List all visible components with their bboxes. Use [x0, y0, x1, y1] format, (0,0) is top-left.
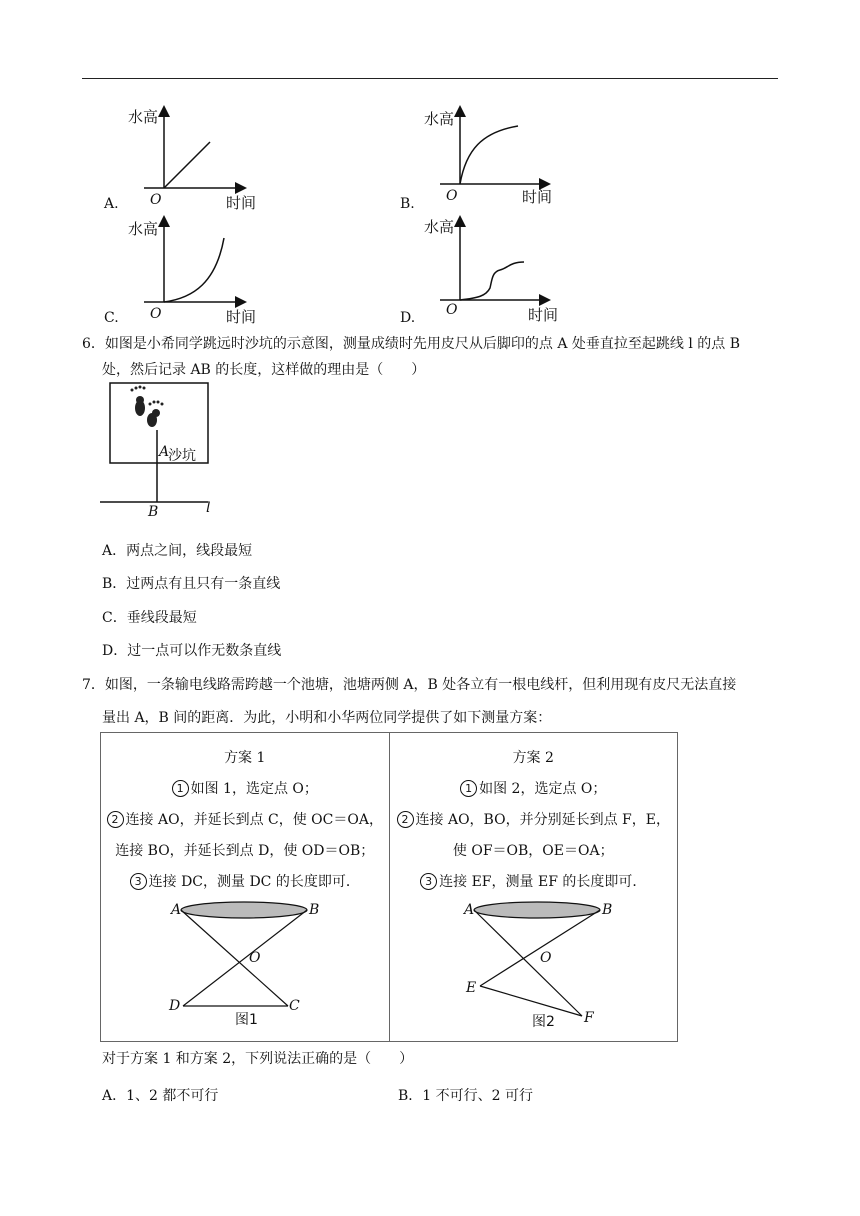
q7-prompt: 对于方案 1 和方案 2，下列说法正确的是（ ） — [102, 1051, 414, 1067]
svg-text:O: O — [249, 950, 261, 966]
plan2-step3: 连接 EF，测量 EF 的长度即可． — [439, 874, 647, 890]
svg-text:O: O — [446, 302, 458, 318]
svg-text:D: D — [169, 998, 181, 1014]
sand-pit-label: 沙坑 — [168, 448, 196, 464]
fig1-caption: 图1 — [235, 1012, 258, 1028]
plan1-title: 方案 1 — [224, 750, 266, 766]
plan2-step2a: 连接 AO，BO，并分别延长到点 F，E， — [415, 812, 670, 828]
q6-figure — [100, 378, 220, 518]
point-a-label: A — [159, 444, 170, 460]
plan2-step2b: 使 OF＝OB，OE＝OA； — [452, 843, 614, 859]
svg-text:E: E — [465, 980, 476, 996]
option-d-label: D. — [400, 310, 416, 326]
graph-b — [420, 100, 570, 212]
plan1-step1: 如图 1，选定点 O； — [190, 781, 318, 797]
point-b-label: B — [148, 504, 159, 518]
svg-text:C: C — [289, 998, 300, 1014]
plan1-cell: 方案 1 1 如图 1，选定点 O； 2 连接 AO，并延长到点 C，使 OC＝OA， 连接 BO，并延长到点 D，使 OD＝OB； 3 连接 DC，测量 DC 的长度即可． A B O D C 图1 — [101, 733, 390, 1042]
plan2-step1: 如图 2，选定点 O； — [479, 781, 607, 797]
plan1-step2a: 连接 AO，并延长到点 C，使 OC＝OA， — [125, 812, 383, 828]
plan2-cell: 方案 2 1 如图 2，选定点 O； 2 连接 AO，BO，并分别延长到点 F，E， 使 OF＝OB，OE＝OA； 3 连接 EF，测量 EF 的长度即可． A B O E F 图2 — [389, 733, 678, 1042]
plan1-step3: 连接 DC，测量 DC 的长度即可． — [148, 874, 360, 890]
q7-line2: 量出 A，B 间的距离．为此，小明和小华两位同学提供了如下测量方案： — [102, 710, 552, 726]
q6-line2: 处，然后记录 AB 的长度，这样做的理由是（ ） — [102, 362, 426, 378]
svg-text:O: O — [446, 188, 458, 204]
graph-c — [124, 210, 274, 324]
q6-choice-d[interactable]: D．过一点可以作无数条直线 — [102, 643, 282, 659]
svg-text:O: O — [539, 950, 551, 966]
q6-choice-c[interactable]: C．垂线段最短 — [102, 610, 197, 626]
graph-a-curve — [164, 142, 210, 188]
q7-choice-b[interactable]: B．1 不可行、2 可行 — [398, 1088, 534, 1104]
svg-text:B: B — [601, 902, 612, 918]
svg-text:O: O — [150, 192, 162, 208]
option-a-label: A. — [104, 196, 119, 212]
graph-a — [124, 100, 274, 212]
graph-a-xlabel: 时间 — [226, 194, 257, 212]
graph-b-curve — [460, 126, 518, 184]
graph-c-xlabel: 时间 — [226, 308, 257, 324]
q7-choice-a[interactable]: A．1、2 都不可行 — [102, 1088, 219, 1104]
graph-b-ylabel: 水高 — [424, 110, 455, 128]
q6-choice-a[interactable]: A．两点之间，线段最短 — [102, 543, 253, 559]
plan2-figure — [390, 898, 678, 1028]
option-c-label: C. — [104, 310, 119, 326]
plan1-figure — [101, 898, 389, 1028]
plan1-step2b: 连接 BO，并延长到点 D，使 OD＝OB； — [115, 843, 375, 859]
graph-d-curve — [460, 262, 524, 300]
line-l-label: l — [206, 500, 211, 516]
svg-text:F: F — [583, 1010, 594, 1026]
graph-c-ylabel: 水高 — [128, 220, 159, 238]
svg-text:B: B — [309, 902, 320, 918]
svg-text:A: A — [463, 902, 474, 918]
graph-d-ylabel: 水高 — [424, 218, 455, 236]
graph-d-xlabel: 时间 — [528, 306, 559, 324]
q6-choice-b[interactable]: B．过两点有且只有一条直线 — [102, 576, 281, 592]
graph-c-curve — [164, 238, 224, 302]
plan-table — [100, 732, 678, 1042]
svg-text:O: O — [150, 306, 162, 322]
q7-line1: 7．如图，一条输电线路需跨越一个池塘，池塘两侧 A，B 处各立有一根电线杆，但利用现有皮尺无法直接 — [82, 677, 737, 693]
fig2-caption: 图2 — [531, 1014, 555, 1028]
plan2-title: 方案 2 — [512, 750, 554, 766]
svg-text:A: A — [171, 902, 182, 918]
graph-d — [420, 210, 570, 324]
q6-line1: 6．如图是小希同学跳远时沙坑的示意图，测量成绩时先用皮尺从后脚印的点 A 处垂直拉至起跳线 l 的点 B — [82, 336, 741, 352]
option-b-label: B. — [400, 196, 415, 212]
graph-b-xlabel: 时间 — [522, 188, 553, 206]
graph-a-ylabel: 水高 — [128, 108, 159, 126]
header-rule — [82, 78, 778, 79]
